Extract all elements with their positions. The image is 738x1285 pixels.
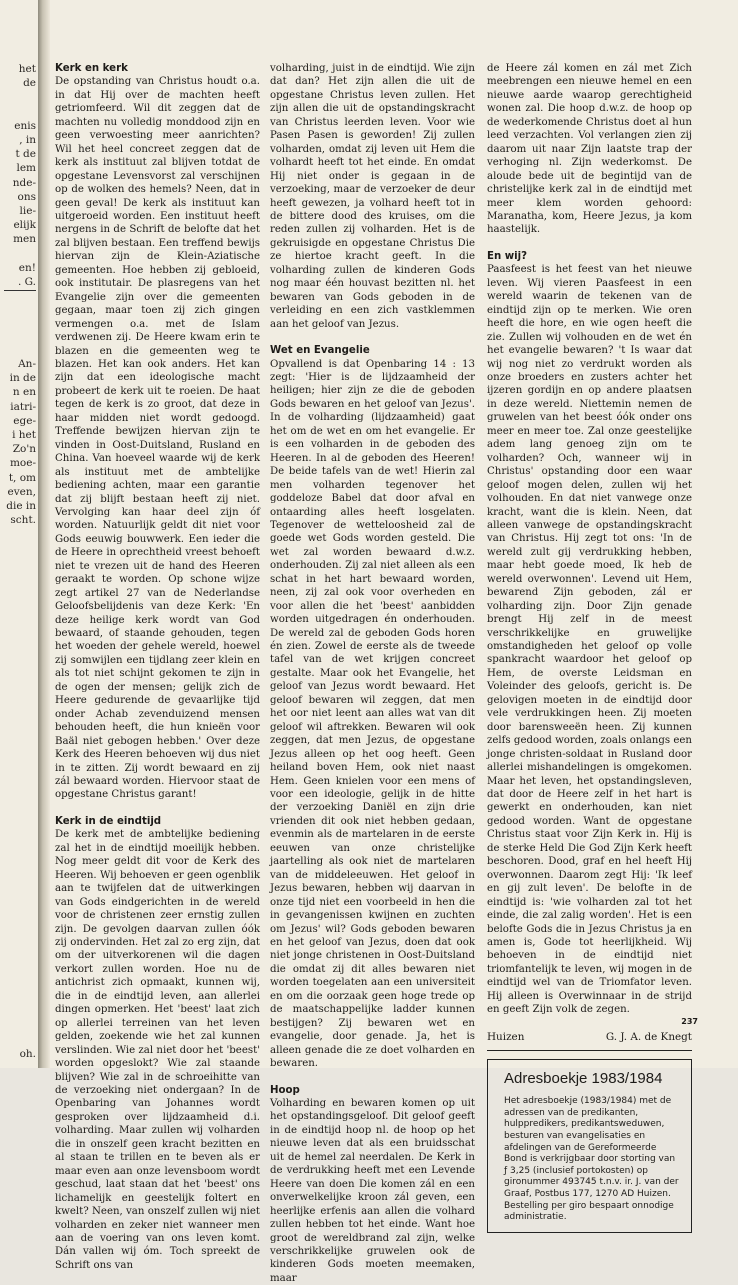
prev-line: lie- bbox=[19, 204, 36, 217]
prev-line: moe- bbox=[9, 457, 36, 470]
prev-line bbox=[0, 105, 36, 119]
prev-line: lem bbox=[16, 162, 36, 175]
prev-line: , in bbox=[19, 133, 36, 146]
prev-line: men bbox=[13, 233, 36, 246]
continued-paragraph: volharding, juist in de eindtijd. Wie zijn dat dan? Het zijn allen die uit de opgestane Christus leven zullen. Het zijn allen die uit de opstandingskracht van Christus leerden leven. Voor wie Pasen Pasen is geworden! Zij zullen volharden, omdat zij leven uit Hem die volhardt heeft tot het einde. En omdat Hij niet onder is gegaan in de verzoeking, maar de verzoeker de deur heeft gewezen, ja volhard heeft tot in de bittere dood des kruises, om die reden zullen zij volharden. Het is de gekruisigde en opgestane Christus Die ze hiertoe kracht geeft. In die volharding zullen de kinderen Gods nog maar één houvast bezitten nl. het bewaren van Gods geboden in de verleiding en een zich vastklemmen aan het geloof van Jezus. bbox=[270, 63, 475, 330]
prev-line: enis bbox=[14, 119, 36, 132]
prev-line: ege- bbox=[13, 414, 36, 427]
prev-line: oh. bbox=[19, 1048, 36, 1061]
prev-line bbox=[0, 90, 36, 104]
prev-spacer bbox=[0, 297, 36, 357]
section-heading: Kerk en kerk bbox=[55, 63, 128, 74]
prev-spacer bbox=[0, 527, 36, 1047]
section-heading: Hoop bbox=[270, 1084, 300, 1096]
article-signature bbox=[487, 1031, 692, 1044]
prev-line: Zo'n bbox=[12, 443, 36, 456]
prev-line: . G. bbox=[17, 275, 36, 288]
page-number: 237 bbox=[681, 1017, 698, 1026]
prev-line: even, bbox=[7, 485, 36, 498]
prev-line: in de bbox=[9, 372, 36, 385]
section-body: Opvallend is dat Openbaring 14 : 13 zegt: 'Hier is de lijdzaamheid der heiligen; hier zijn ze die de geboden Gods bewaren en het geloof van Jezus'. In de volharding (lijdzaamheid) gaat het om de wet en om het evangelie. Er is een volharden in de geboden des Heeren. In al de geboden des Heeren! De beide tafels van de wet! Hierin zal men volharden tegenover het goddeloze Babel dat door afval en ontaarding alles heeft losgelaten. Tegenover de wetteloosheid zal de goede wet Gods worden gesteld. Die wet zal worden bewaard d.w.z. onderhouden. Zij zal niet alleen als een schat in het hart bewaard worden, neen, zij zal ook voor overheden en voor allen die het 'beest' aanbidden worden uitgedragen én onderhouden. De wereld zal de geboden Gods horen én zien. Zowel de eerste als de tweede tafel van de wet krijgen concreet gestalte. Maar ook het Evangelie, het geloof van Jezus wordt bewaard. Het geloof bewaren wil zeggen, dat men het oor niet leent aan alles wat van dit geloof wil aftrekken. Bewaren wil ook zeggen, dat men Jezus, de opgestane Jezus alleen op het oog heeft. Geen heiland boven Hem, ook niet naast Hem. Geen knielen voor een mens of voor een ideologie, gelijk in de hitte der verzoeking Daniël en zijn drie vrienden dit ook niet hebben gedaan, evenmin als de martelaren in de eerste eeuwen van onze christelijke jaartelling als ook niet de martelaren van de middeleeuwen. Het geloof in Jezus bewaren, hebben wij daarvan in onze tijd niet een voorbeeld in hen die in gevangenissen kwijnen en zuchten om Jezus' wil? Gods geboden bewaren en het geloof van Jezus, doen dat ook niet jonge christenen in Oost-Duitsland die omdat zij dit alles bewaren niet worden toegelaten aan een universiteit en om die oorzaak geen hoge trede op de maatschappelijke ladder kunnen bestijgen? Zij bewaren wet en evangelie, door genade. Ja, het is alleen genade die ze doet volharden en bewaren. bbox=[270, 358, 475, 1070]
column-2 bbox=[270, 62, 475, 1285]
ad-title: Adresboekje 1983/1984 bbox=[504, 1070, 663, 1088]
section-heading: Kerk in de eindtijd bbox=[55, 815, 162, 827]
section-body: Volharding en bewaren komen op uit het opstandingsgeloof. Dit geloof geeft in de eindtijd hoop nl. de hoop op het nieuwe leven dat als een bruidsschat uit de hemel zal neerdalen. De Kerk in de verdrukking heeft met een Levende Heere van doen Die komen zál en een onverwelkelijke kroon zál geven, een heerlijke erfenis aan allen die volhard zullen hebben tot het einde. Want hoe groot de wereldbrand zal zijn, welke verschrikkelijke gruwelen ook de kinderen Gods moeten meemaken, maar bbox=[270, 1097, 475, 1284]
book-gutter bbox=[38, 0, 50, 1068]
prev-line: scht. bbox=[10, 514, 36, 527]
signature-author: G. J. A. de Knegt bbox=[605, 1030, 692, 1043]
prev-line: t de bbox=[15, 148, 36, 161]
prev-line: elijk bbox=[13, 219, 36, 232]
prev-line: n en bbox=[12, 386, 36, 399]
prev-line: iatri- bbox=[10, 400, 36, 413]
prev-line: nde- bbox=[12, 176, 36, 189]
section-heading: En wij? bbox=[487, 250, 528, 262]
prev-line: i het bbox=[12, 428, 36, 441]
signature-divider bbox=[487, 1050, 692, 1051]
prev-line: die in bbox=[6, 499, 36, 512]
prev-line: de bbox=[23, 77, 36, 90]
prev-line: het bbox=[18, 63, 36, 75]
section-body: Paasfeest is het feest van het nieuwe leven. Wij vieren Paasfeest in een wereld waarin de tekenen van de eindtijd zijn op te merken. Wie oren heeft die hore, en wie ogen heeft die zie. Zullen wij volhouden en de wet én het evangelie bewaren? 't Is waar dat wij nog niet zo verdrukt worden als onze broeders en zusters achter het ijzeren gordijn en op andere plaatsen in deze wereld. Niettemin nemen de gruwelen van het beest óók onder ons meer en meer toe. Zal onze geestelijke adem lang genoeg zijn om te volharden? Och, wanneer wij in Christus' opstanding door een waar geloof mogen delen, zullen wij het volhouden. En dat niet vanwege onze kracht, want die is klein. Neen, dat alleen vanwege de opstandingskracht van Christus. Hij zegt tot ons: 'In de wereld zult gij verdrukking hebben, maar hebt goede moed, Ik heb de wereld overwonnen'. Levend uit Hem, bewarend Zijn geboden, zál er volharding zijn. Door Zijn genade brengt Hij zelf in de meest verschrikkelijke en gruwelijke omstandigheden het geloof op volle spankracht waardoor het geloof op Hem, de overste Leidsman en Voleinder des geloofs, gericht is. De gelovigen moeten in de eindtijd door vele verdrukkingen heen. Zij moeten door barensweeën heen. Zij kunnen zelfs gedood worden, zoals onlangs een jonge christen-soldaat in Rusland door allerlei mishandelingen is omgekomen. Maar het leven, het opstandingsleven, dat door de Heere zelf in het hart is gewerkt en onderhouden, kan niet gedood worden. Want de opgestane Christus staat voor Zijn Kerk in. Hij is de sterke Held Die God Zijn Kerk heeft beschoren. Dood, graf en hel heeft Hij overwonnen. Daarom zegt Hij: 'Ik leef en gij zult leven'. De belofte in de eindtijd is: 'wie volharden zal tot het einde, die zal zalig worden'. Het is een belofte Gods die in Jezus Christus ja en amen is, Gode tot heerlijkheid. Wij behoeven in de eindtijd niet triomfantelijk te leven, wij mogen in de eindtijd wel van de Triomfator leven. Hij alleen is Overwinnaar in de strijd en geeft Zijn volk de zegen. bbox=[487, 264, 692, 1016]
prev-line: An- bbox=[18, 358, 36, 370]
prev-line: ons bbox=[17, 190, 36, 203]
ad-body: Het adresboekje (1983/1984) met de adressen van de predikanten, hulppredikers, predikantsweduwen, besturen van evangelisaties en afdelingen van de Gereformeerde Bond is verkrijgbaar door storting van ƒ 3,25 (inclusief portokosten) op gironummer 493745 t.n.v. ir. J. van der Graaf, Postbus 177, 1270 AD Huizen. bbox=[504, 1096, 679, 1199]
section-body: De kerk met de ambtelijke bediening zal het in de eindtijd moeilijk hebben. Nog meer geldt dit voor de Kerk des Heeren. Wij behoeven er geen ogenblik aan te twijfelen dat de uitwerkingen van Gods eindgerichten in de wereld voor de christenen zeer ernstig zullen zijn. De gevolgen daarvan zullen óók zij ondervinden. Het zal zo erg zijn, dat om der uitverkorenen wil die dagen verkort zullen worden. Hoe nu de antichrist zich opmaakt, kunnen wij, die in de eindtijd leven, aan allerlei dingen opmerken. Het 'beest' laat zich op allerlei terreinen van het leven gelden, zoekende wie het zal kunnen verslinden. Wie zal niet door het 'beest' worden opgeslokt? Wie zal staande blijven? Wie zal in de schroeihitte van de verzoeking niet ondergaan? In de Openbaring van Johannes wordt gesproken over lijdzaamheid d.i. volharding. Maar zullen wij volharden die in onszelf geen kracht bezitten en al staan te trillen en te beven als er maar even aan onze levensboom wordt geschud, laat staan dat het 'beest' ons lichamelijk en geestelijk foltert en kwelt? Neen, van onszelf zullen wij niet volharden en zeker niet wanneer men aan de voering van ons leven komt. Dán vallen wij óm. Toch spreekt de Schrift ons van bbox=[55, 829, 260, 1271]
signature-place: Huizen bbox=[487, 1030, 525, 1043]
prev-line bbox=[0, 246, 36, 260]
prev-divider bbox=[4, 290, 36, 291]
section-body: De opstanding van Christus houdt o.a. in dat Hij over de machten heeft getriomfeerd. Wil dit zeggen dat de machten nu volledig monddood zijn en geen verwoesting meer aanrichten? Wil het heel concreet zeggen dat de kerk als instituut zal blijven totdat de opgestane Levensvorst zal verschijnen op de wolken des hemels? Neen, dat in geen geval! De kerk als instituut kan uitgeroeid worden. Een instituut heeft nergens in de Schrift de belofte dat het zal blijven bestaan. Een treffend bewijs hiervan zijn de Klein-Aziatische gemeenten. Hoe hebben zij gebloeid, ook institutair. De plasregens van het Evangelie zijn over die gemeenten gegaan, maar toen zij zich gingen vermengen o.a. met de Islam verdwenen zij. De Heere kwam erin te blazen en die gemeenten weg te blazen. Het kan ook anders. Het kan zijn dat een ideologische macht probeert de kerk uit te roeien. De haat tegen de kerk is zo groot, dat deze in haar midden niet wordt gedoogd. Treffende bewijzen hiervan zijn te vinden in Oost-Duitsland, Rusland en China. Van hoeveel waarde wij de kerk als instituut met de ambtelijke bediening achten, maar een garantie dat zij blijft bestaan heeft zij niet. Vervolging kan haar deel zijn óf worden. Natuurlijk geldt dit niet voor Gods eeuwig bouwwerk. Een ieder die de Heere in oprechtheid vreest behoeft niet te vrezen uit de hand des Heeren geraakt te worden. Op schone wijze zegt artikel 27 van de Nederlandse Geloofsbelijdenis van deze Kerk: 'En deze heilige kerk wordt van God bewaard, of staande gehouden, tegen het woeden der gehele wereld, hoewel zij somwijlen een tijdlang zeer klein en als tot niet schijnt gekomen te zijn in de ogen der mensen; gelijk zich de Heere gedurende de gevaarlijke tijd onder Achab zevenduizend mensen behouden heeft, die hun knieën voor Baäl niet gebogen hebben.' Over deze Kerk des Heeren behoeven wij dus niet in te zitten. Zij wordt bewaard en zij zál bewaard worden. Hiervoor staat de opgestane Christus garant! bbox=[55, 76, 260, 801]
column-3 bbox=[487, 62, 692, 1233]
ad-note: Bestelling per giro bespaart onnodige administratie. bbox=[504, 1200, 674, 1223]
continued-paragraph: de Heere zál komen en zál met Zich meebrengen een nieuwe hemel en een nieuwe aarde waarop gerechtigheid wonen zal. Die hoop d.w.z. de hoop op de wederkomende Christus doet al hun leed verzachten. Vol verlangen zien zij daarom uit naar Zijn laatste trap der verhoging nl. Zijn wederkomst. De aloude bede uit de begintijd van de christelijke kerk zal in de eindtijd met meer klem worden gehoord: Maranatha, kom, Heere Jezus, ja kom haastelijk. bbox=[487, 63, 692, 236]
prev-line: t, om bbox=[8, 471, 36, 484]
section-heading: Wet en Evangelie bbox=[270, 345, 370, 357]
column-1 bbox=[55, 62, 260, 1272]
prev-line: en! bbox=[18, 261, 36, 274]
advertisement-box bbox=[487, 1059, 692, 1233]
previous-page-edge bbox=[0, 62, 36, 1061]
